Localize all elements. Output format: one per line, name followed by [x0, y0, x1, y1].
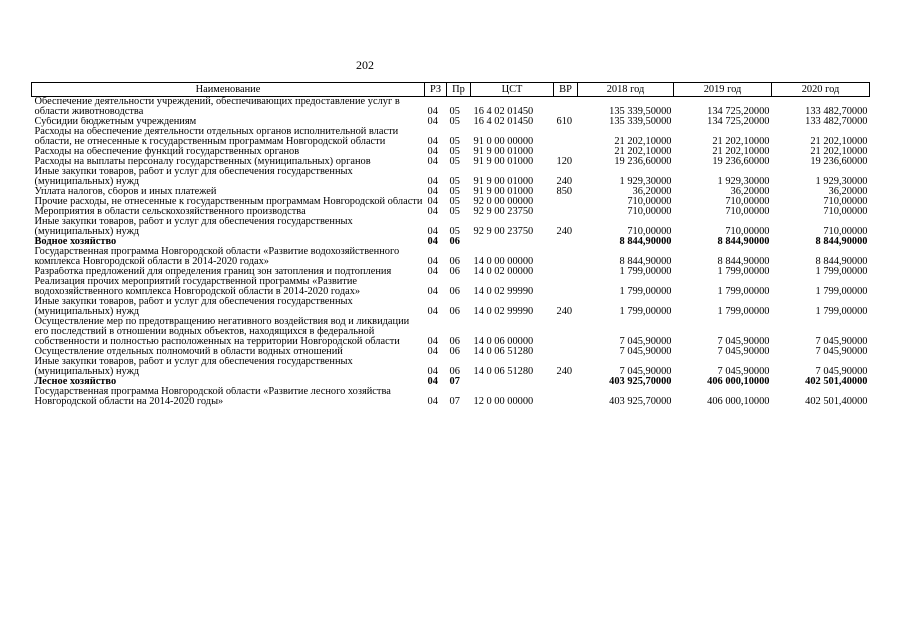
cell-y2019: 36,20000: [730, 187, 770, 197]
table-row: [32, 207, 870, 217]
cell-pr: 05: [449, 136, 460, 147]
header-name: Наименование: [32, 83, 425, 97]
cell-name: Государственная программа Новгородской области «Развитие лесного хозяйства Новгородской области на 2014-2020 годы»: [34, 387, 391, 407]
table-row: [32, 117, 870, 127]
cell-rz: 04: [427, 267, 438, 277]
cell-y2019: 1 799,00000: [717, 267, 770, 277]
cell-y2019: 406 000,10000: [707, 377, 770, 387]
cell-name: Осуществление отдельных полномочий в области водных отношений: [34, 347, 343, 357]
cell-vr: [554, 277, 578, 297]
cell-pr: 07: [449, 396, 460, 407]
cell-y2020: 1 799,00000: [815, 267, 868, 277]
cell-rz: 04: [427, 256, 438, 267]
cell-name: Иные закупки товаров, работ и услуг для обеспечения государственных (муниципальных) нужд: [34, 217, 353, 237]
cell-y2020: 710,00000: [823, 207, 868, 217]
cell-y2018: 1 799,00000: [619, 306, 672, 317]
cell-pr: 06: [449, 366, 460, 377]
cell-cst: 91 9 00 01000: [473, 157, 534, 167]
cell-vr: [554, 207, 578, 217]
cell-vr: 610: [556, 117, 573, 127]
cell-cst: [471, 237, 554, 247]
cell-y2019: 134 725,20000: [707, 106, 770, 117]
cell-cst: 92 9 00 23750: [473, 207, 534, 217]
header-cst: ЦСТ: [471, 83, 554, 97]
cell-y2019: 134 725,20000: [707, 117, 770, 127]
cell-pr: 06: [449, 347, 460, 357]
cell-y2020: 1 929,30000: [815, 176, 868, 187]
cell-vr: 120: [556, 157, 573, 167]
table-header-row: [32, 83, 870, 97]
cell-y2018: 19 236,60000: [614, 157, 672, 167]
cell-pr: 05: [449, 226, 460, 237]
cell-rz: 04: [427, 237, 438, 247]
cell-y2020: 7 045,90000: [815, 366, 868, 377]
cell-y2019: 7 045,90000: [717, 366, 770, 377]
table-row: [32, 187, 870, 197]
cell-cst: 14 0 06 51280: [473, 347, 534, 357]
cell-rz: 04: [427, 377, 438, 387]
page-number: 202: [356, 58, 374, 72]
cell-vr: 240: [556, 176, 573, 187]
cell-y2018: 710,00000: [627, 207, 672, 217]
cell-y2019: 21 202,10000: [712, 147, 770, 157]
cell-pr: 06: [449, 336, 460, 347]
cell-y2020: 21 202,10000: [810, 136, 868, 147]
cell-y2020: 8 844,90000: [815, 237, 868, 247]
cell-y2019: 406 000,10000: [707, 396, 770, 407]
cell-y2020: 1 799,00000: [815, 306, 868, 317]
cell-cst: [471, 377, 554, 387]
cell-y2019: 1 799,00000: [717, 286, 770, 297]
cell-pr: 07: [449, 377, 460, 387]
cell-vr: 850: [556, 187, 573, 197]
cell-rz: 04: [427, 176, 438, 187]
cell-pr: 06: [449, 267, 460, 277]
cell-cst: 16 4 02 01450: [473, 117, 534, 127]
cell-y2019: 19 236,60000: [712, 157, 770, 167]
cell-vr: [554, 387, 578, 407]
table-row: [32, 97, 870, 118]
table-row: [32, 197, 870, 207]
cell-cst: 91 9 00 01000: [473, 147, 534, 157]
cell-rz: 04: [427, 117, 438, 127]
cell-name: Субсидии бюджетным учреждениям: [34, 117, 197, 127]
cell-y2018: 7 045,90000: [619, 366, 672, 377]
table-row: [32, 167, 870, 187]
cell-y2020: 8 844,90000: [815, 256, 868, 267]
cell-vr: [554, 347, 578, 357]
cell-rz: 04: [427, 286, 438, 297]
table-row: [32, 347, 870, 357]
cell-y2019: 1 799,00000: [717, 306, 770, 317]
cell-cst: 16 4 02 01450: [473, 106, 534, 117]
cell-name: Государственная программа Новгородской области «Развитие водохозяйственного комплекса Новгородской области в 2014-2020 годах»: [34, 247, 400, 267]
cell-pr: 06: [449, 256, 460, 267]
cell-vr: 240: [556, 366, 573, 377]
cell-rz: 04: [427, 226, 438, 237]
cell-name: Обеспечение деятельности учреждений, обеспечивающих предоставление услуг в области животноводства: [34, 96, 400, 117]
cell-pr: 05: [449, 157, 460, 167]
cell-cst: 12 0 00 00000: [473, 396, 534, 407]
cell-y2019: 21 202,10000: [712, 136, 770, 147]
cell-vr: [554, 247, 578, 267]
header-rz: РЗ: [425, 83, 447, 97]
cell-name: Уплата налогов, сборов и иных платежей: [34, 187, 217, 197]
cell-y2018: 36,20000: [632, 187, 672, 197]
cell-y2018: 21 202,10000: [614, 147, 672, 157]
table-row: [32, 217, 870, 237]
table-row: [32, 387, 870, 407]
table-row: [32, 147, 870, 157]
cell-name: Мероприятия в области сельскохозяйственного производства: [34, 207, 306, 217]
header-2019: 2019 год: [674, 83, 772, 97]
cell-rz: 04: [427, 207, 438, 217]
cell-name: Водное хозяйство: [34, 237, 117, 247]
cell-y2018: 8 844,90000: [619, 256, 672, 267]
cell-cst: 14 0 02 00000: [473, 267, 534, 277]
cell-rz: 04: [427, 106, 438, 117]
cell-y2018: 7 045,90000: [619, 336, 672, 347]
cell-name: Лесное хозяйство: [34, 377, 117, 387]
cell-rz: 04: [427, 336, 438, 347]
cell-vr: 240: [556, 306, 573, 317]
header-2020: 2020 год: [772, 83, 870, 97]
cell-y2019: 710,00000: [725, 207, 770, 217]
table-row: [32, 127, 870, 147]
cell-rz: 04: [427, 306, 438, 317]
cell-rz: 04: [427, 366, 438, 377]
cell-cst: 92 0 00 00000: [473, 197, 534, 207]
cell-cst: 92 9 00 23750: [473, 226, 534, 237]
table-row: [32, 267, 870, 277]
cell-rz: 04: [427, 157, 438, 167]
cell-y2018: 710,00000: [627, 197, 672, 207]
cell-name: Разработка предложений для определения границ зон затопления и подтопления: [34, 267, 392, 277]
table-row: [32, 157, 870, 167]
cell-cst: 14 0 02 99990: [473, 306, 534, 317]
cell-rz: 04: [427, 187, 438, 197]
cell-y2020: 1 799,00000: [815, 286, 868, 297]
header-pr: Пр: [447, 83, 471, 97]
cell-name: Иные закупки товаров, работ и услуг для обеспечения государственных (муниципальных) нужд: [34, 297, 353, 317]
cell-pr: 06: [449, 237, 460, 247]
table-row: [32, 247, 870, 267]
budget-table: [31, 82, 870, 407]
cell-y2020: 133 482,70000: [805, 106, 868, 117]
cell-vr: [554, 197, 578, 207]
cell-cst: 14 0 02 99990: [473, 286, 534, 297]
cell-name: Расходы на обеспечение деятельности отдельных органов исполнительной власти области, не отнесенные к государственным программам Новгородской области: [34, 127, 399, 147]
cell-name: Расходы на обеспечение функций государственных органов: [34, 147, 300, 157]
cell-rz: 04: [427, 347, 438, 357]
header-vr: ВР: [554, 83, 578, 97]
cell-rz: 04: [427, 396, 438, 407]
cell-cst: 14 0 06 51280: [473, 366, 534, 377]
cell-y2020: 7 045,90000: [815, 347, 868, 357]
cell-y2020: 710,00000: [823, 226, 868, 237]
cell-cst: 14 0 06 00000: [473, 336, 534, 347]
cell-cst: 14 0 00 00000: [473, 256, 534, 267]
cell-pr: 05: [449, 117, 460, 127]
table-row: [32, 297, 870, 317]
cell-vr: [554, 267, 578, 277]
cell-name: Осуществление мер по предотвращению негативного воздействия вод и ликвидации его последствий в отношении водных объектов, находящихся в федеральной собственности и полностью расположенных на территории Новгородской области: [34, 317, 410, 347]
cell-y2018: 1 799,00000: [619, 286, 672, 297]
cell-pr: 05: [449, 176, 460, 187]
cell-cst: 91 9 00 01000: [473, 176, 534, 187]
cell-cst: 91 9 00 01000: [473, 187, 534, 197]
cell-y2018: 403 925,70000: [609, 377, 672, 387]
cell-pr: 06: [449, 306, 460, 317]
cell-name: Расходы на выплаты персоналу государственных (муниципальных) органов: [34, 157, 371, 167]
cell-y2018: 135 339,50000: [609, 117, 672, 127]
cell-vr: 240: [556, 226, 573, 237]
cell-pr: 05: [449, 197, 460, 207]
table-row: [32, 317, 870, 347]
cell-y2018: 403 925,70000: [609, 396, 672, 407]
cell-vr: [554, 127, 578, 147]
cell-y2020: 402 501,40000: [805, 377, 868, 387]
cell-y2020: 21 202,10000: [810, 147, 868, 157]
cell-name: Прочие расходы, не отнесенные к государственным программам Новгородской области: [34, 197, 423, 207]
cell-rz: 04: [427, 197, 438, 207]
cell-y2019: 710,00000: [725, 226, 770, 237]
cell-y2018: 1 929,30000: [619, 176, 672, 187]
cell-y2018: 710,00000: [627, 226, 672, 237]
cell-pr: 05: [449, 106, 460, 117]
cell-y2019: 710,00000: [725, 197, 770, 207]
cell-y2020: 7 045,90000: [815, 336, 868, 347]
cell-y2020: 133 482,70000: [805, 117, 868, 127]
cell-vr: [554, 237, 578, 247]
cell-name: Реализация прочих мероприятий государственной программы «Развитие водохозяйственного комплекса Новгородской области в 2014-2020 годах»: [34, 277, 361, 297]
cell-y2018: 7 045,90000: [619, 347, 672, 357]
table-row: [32, 377, 870, 387]
table-row: [32, 277, 870, 297]
cell-y2019: 8 844,90000: [717, 237, 770, 247]
cell-y2020: 36,20000: [828, 187, 868, 197]
cell-pr: 06: [449, 286, 460, 297]
table-row: [32, 357, 870, 377]
cell-rz: 04: [427, 136, 438, 147]
cell-y2018: 21 202,10000: [614, 136, 672, 147]
cell-y2019: 7 045,90000: [717, 336, 770, 347]
cell-vr: [554, 147, 578, 157]
cell-y2018: 1 799,00000: [619, 267, 672, 277]
header-2018: 2018 год: [578, 83, 674, 97]
cell-y2020: 402 501,40000: [805, 396, 868, 407]
cell-rz: 04: [427, 147, 438, 157]
cell-y2019: 1 929,30000: [717, 176, 770, 187]
cell-y2019: 7 045,90000: [717, 347, 770, 357]
cell-y2018: 8 844,90000: [619, 237, 672, 247]
cell-y2020: 710,00000: [823, 197, 868, 207]
table-row: [32, 237, 870, 247]
cell-vr: [554, 317, 578, 347]
cell-y2019: 8 844,90000: [717, 256, 770, 267]
cell-pr: 05: [449, 147, 460, 157]
cell-pr: 05: [449, 187, 460, 197]
cell-vr: [554, 377, 578, 387]
cell-vr: [554, 97, 578, 118]
cell-y2020: 19 236,60000: [810, 157, 868, 167]
cell-cst: 91 0 00 00000: [473, 136, 534, 147]
cell-name: Иные закупки товаров, работ и услуг для обеспечения государственных (муниципальных) нужд: [34, 357, 353, 377]
cell-pr: 05: [449, 207, 460, 217]
cell-y2018: 135 339,50000: [609, 106, 672, 117]
cell-name: Иные закупки товаров, работ и услуг для обеспечения государственных (муниципальных) нужд: [34, 167, 353, 187]
